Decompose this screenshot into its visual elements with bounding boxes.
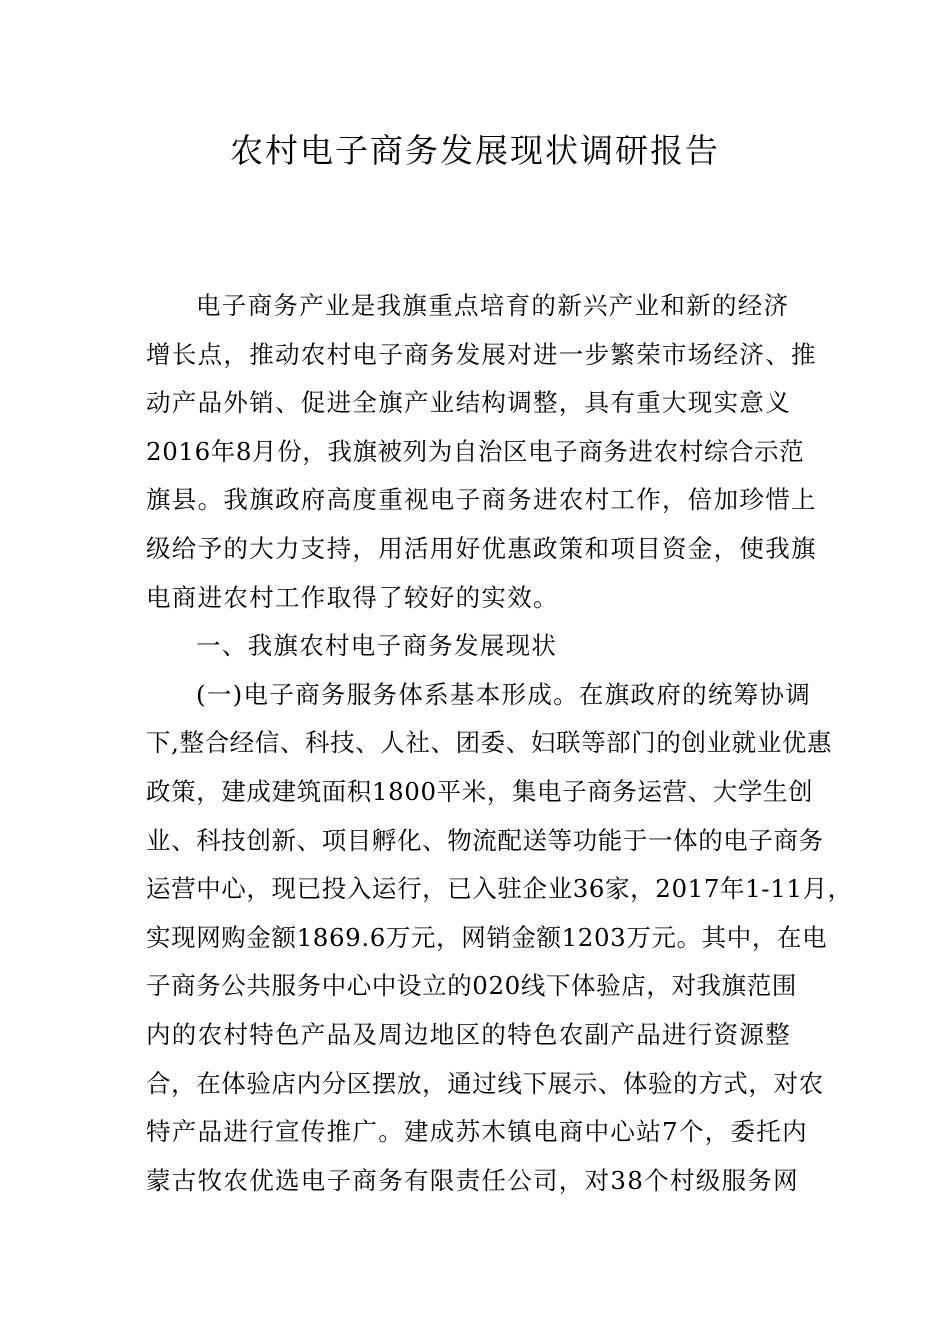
text-line: 动产品外销、促进全旗产业结构调整，具有重大现实意义	[146, 388, 791, 418]
text-line: 蒙古牧农优选电子商务有限责任公司，对38个村级服务网	[146, 1165, 799, 1195]
text-line: (一)电子商务服务体系基本形成。在旗政府的统筹协调	[196, 679, 812, 709]
text-line: 2016年8月份，我旗被列为自治区电子商务进农村综合示范	[146, 436, 805, 466]
text-line: 级给予的大力支持，用活用好优惠政策和项目资金，使我旗	[146, 533, 817, 563]
text-line: 合，在体验店内分区摆放，通过线下展示、体验的方式，对农	[146, 1068, 824, 1098]
text-line: 政策，建成建筑面积1800平米，集电子商务运营、大学生创	[146, 776, 814, 806]
text-line: 子商务公共服务中心中设立的020线下体验店，对我旗范围	[146, 971, 797, 1001]
text-line: 内的农村特色产品及周边地区的特色农副产品进行资源整	[146, 1019, 791, 1049]
text-line: 增长点，推动农村电子商务发展对进一步繁荣市场经济、推	[146, 339, 817, 369]
text-line: 下,整合经信、科技、人社、团委、妇联等部门的创业就业优惠	[146, 728, 833, 758]
text-line: 特产品进行宣传推广。建成苏木镇电商中心站7个，委托内	[146, 1117, 808, 1147]
document-title: 农村电子商务发展现状调研报告	[230, 131, 720, 170]
text-line: 电子商务产业是我旗重点培育的新兴产业和新的经济	[196, 291, 790, 320]
text-line: 业、科技创新、项目孵化、物流配送等功能于一体的电子商务	[146, 825, 824, 855]
text-line: 旗县。我旗政府高度重视电子商务进农村工作，倍加珍惜上	[146, 485, 817, 515]
text-line: 运营中心，现已投入运行，已入驻企业36家，2017年1-11月，	[146, 874, 853, 904]
document-body	[146, 282, 853, 1205]
section-heading: 一、我旗农村电子商务发展现状	[196, 631, 558, 661]
text-line: 实现网购金额1869.6万元，网销金额1203万元。其中，在电	[146, 922, 828, 952]
text-line: 电商进农村工作取得了较好的实效。	[146, 582, 559, 612]
